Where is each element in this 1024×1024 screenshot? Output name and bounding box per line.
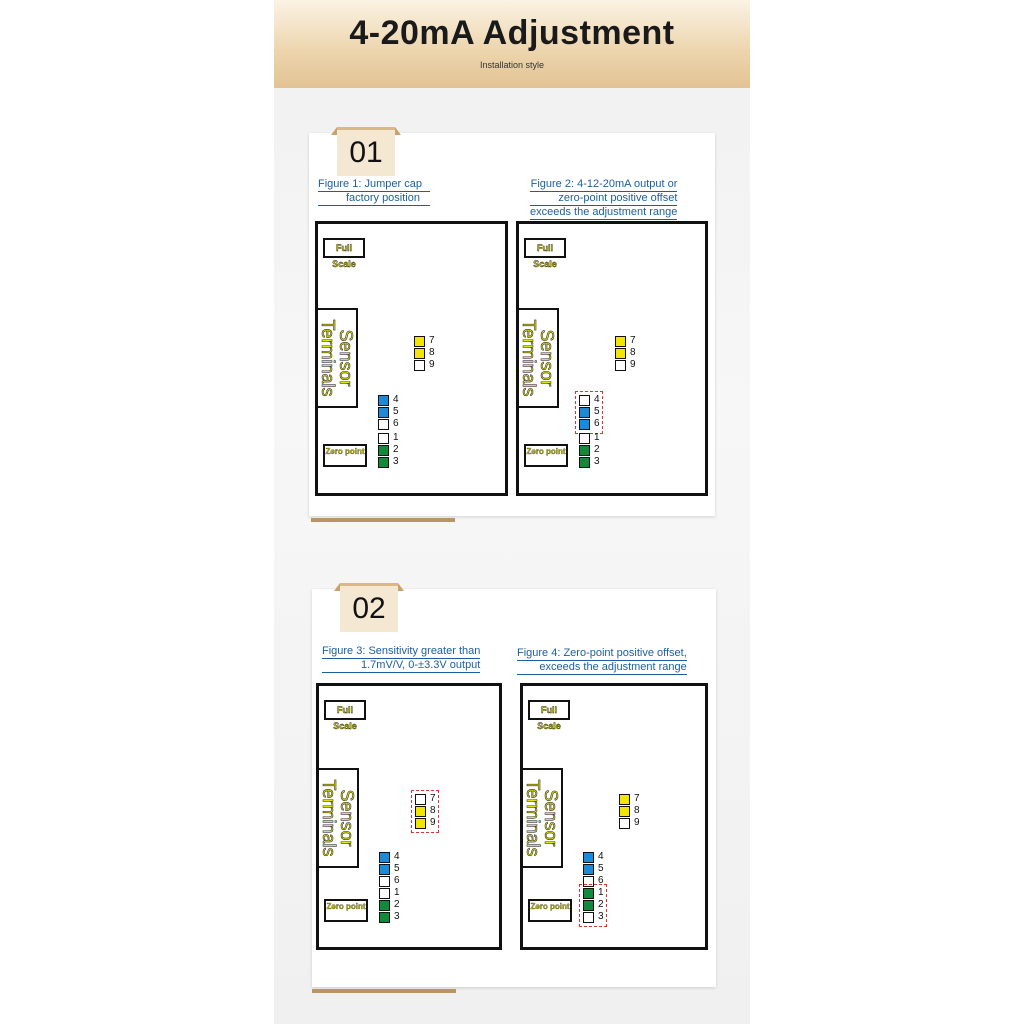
jumper-pin-number: 3 (598, 911, 604, 922)
jumper-pin-square (619, 806, 630, 817)
jumper-pin-square (379, 864, 390, 875)
jumper-pin-number: 1 (594, 432, 600, 443)
jumper-pin-square (579, 445, 590, 456)
jumper-pin-number: 9 (630, 359, 636, 370)
section-underline (312, 989, 456, 993)
jumper-pin-square (379, 852, 390, 863)
jumper-pin-number: 5 (598, 863, 604, 874)
jumper-pin-square (615, 360, 626, 371)
jumper-pin-number: 2 (393, 444, 399, 455)
jumper-pin-square (378, 457, 389, 468)
jumper-pin-square (378, 407, 389, 418)
jumper-pin-number: 1 (598, 887, 604, 898)
jumper-pin-number: 8 (430, 805, 436, 816)
caption-line: factory position (318, 192, 430, 206)
jumper-pin-number: 6 (393, 418, 399, 429)
jumper-pin-number: 4 (594, 394, 600, 405)
jumper-pin-number: 5 (394, 863, 400, 874)
jumper-pin-square (379, 900, 390, 911)
jumper-pin-square (579, 457, 590, 468)
jumper-pin-number: 7 (429, 335, 435, 346)
jumper-pin-square (579, 433, 590, 444)
sensor-terminals-label: Sensor Terminals (319, 779, 357, 857)
full-scale-label: Full Scale (528, 700, 570, 720)
jumper-pin-number: 8 (634, 805, 640, 816)
full-scale-label: Full Scale (524, 238, 566, 258)
jumper-pin-square (379, 912, 390, 923)
jumper-pin-number: 2 (594, 444, 600, 455)
jumper-board (316, 683, 502, 950)
jumper-pin-number: 3 (594, 456, 600, 467)
sensor-terminals-label: Sensor Terminals (523, 779, 561, 857)
jumper-pin-square (414, 360, 425, 371)
sensor-terminals-label: Sensor Terminals (519, 319, 557, 397)
jumper-pin-square (378, 419, 389, 430)
sensor-terminals-label: Sensor Terminals (318, 319, 356, 397)
jumper-pin-number: 4 (394, 851, 400, 862)
zero-point-label: Zero point (323, 444, 367, 467)
jumper-pin-number: 5 (393, 406, 399, 417)
figure-caption (322, 645, 480, 673)
sensor-terminals-block (319, 768, 359, 868)
jumper-highlight-box (575, 391, 603, 434)
jumper-pin-square (619, 818, 630, 829)
jumper-pin-number: 4 (598, 851, 604, 862)
jumper-pin-square (379, 888, 390, 899)
jumper-pin-number: 6 (598, 875, 604, 886)
jumper-highlight-box (579, 884, 607, 927)
page-subtitle: Installation style (479, 60, 545, 70)
zero-point-label: Zero point (524, 444, 568, 467)
caption-line: exceeds the adjustment range (517, 661, 687, 675)
sensor-terminals-block (318, 308, 358, 408)
jumper-pin-square (378, 445, 389, 456)
caption-line: Figure 1: Jumper cap (318, 178, 430, 192)
jumper-pin-number: 9 (429, 359, 435, 370)
jumper-pin-square (414, 336, 425, 347)
section-card (312, 589, 716, 987)
caption-line: 1.7mV/V, 0-±3.3V output (322, 659, 480, 673)
caption-line: Figure 3: Sensitivity greater than (322, 645, 481, 657)
figure-caption (318, 178, 430, 206)
jumper-pin-square (583, 864, 594, 875)
jumper-pin-square (615, 336, 626, 347)
jumper-pin-square (379, 876, 390, 887)
figure-caption (530, 178, 677, 220)
caption-line: Figure 2: 4-12-20mA output or (530, 178, 678, 190)
jumper-pin-number: 1 (393, 432, 399, 443)
jumper-pin-number: 6 (594, 418, 600, 429)
jumper-pin-number: 6 (394, 875, 400, 886)
jumper-pin-number: 9 (634, 817, 640, 828)
jumper-pin-square (378, 433, 389, 444)
jumper-pin-number: 2 (394, 899, 400, 910)
jumper-board (315, 221, 508, 496)
jumper-pin-number: 3 (393, 456, 399, 467)
sensor-terminals-block (523, 768, 563, 868)
jumper-pin-square (615, 348, 626, 359)
full-scale-label: Full Scale (324, 700, 366, 720)
jumper-pin-number: 7 (630, 335, 636, 346)
zero-point-label: Zero point (324, 899, 368, 922)
jumper-pin-number: 5 (594, 406, 600, 417)
jumper-pin-number: 1 (394, 887, 400, 898)
jumper-pin-square (414, 348, 425, 359)
jumper-pin-number: 2 (598, 899, 604, 910)
jumper-pin-number: 7 (634, 793, 640, 804)
section-card (309, 133, 715, 516)
jumper-pin-number: 3 (394, 911, 400, 922)
zero-point-label: Zero point (528, 899, 572, 922)
figure-caption (517, 647, 687, 675)
sensor-terminals-block (519, 308, 559, 408)
caption-line: Figure 4: Zero-point positive offset, (517, 647, 687, 659)
jumper-pin-number: 4 (393, 394, 399, 405)
full-scale-label: Full Scale (323, 238, 365, 258)
jumper-pin-number: 8 (630, 347, 636, 358)
jumper-pin-number: 9 (430, 817, 436, 828)
section-underline (311, 518, 455, 522)
jumper-highlight-box (411, 790, 439, 833)
jumper-board (520, 683, 708, 950)
section-number-badge: 01 (337, 127, 395, 176)
jumper-pin-number: 8 (429, 347, 435, 358)
page-header (274, 0, 750, 88)
caption-line: zero-point positive offset (530, 192, 677, 206)
jumper-board (516, 221, 708, 496)
jumper-pin-square (378, 395, 389, 406)
section-number-badge: 02 (340, 583, 398, 632)
jumper-pin-number: 7 (430, 793, 436, 804)
jumper-pin-square (619, 794, 630, 805)
page-title: 4-20mA Adjustment (349, 14, 675, 52)
jumper-pin-square (583, 852, 594, 863)
caption-line: exceeds the adjustment range (530, 206, 678, 218)
